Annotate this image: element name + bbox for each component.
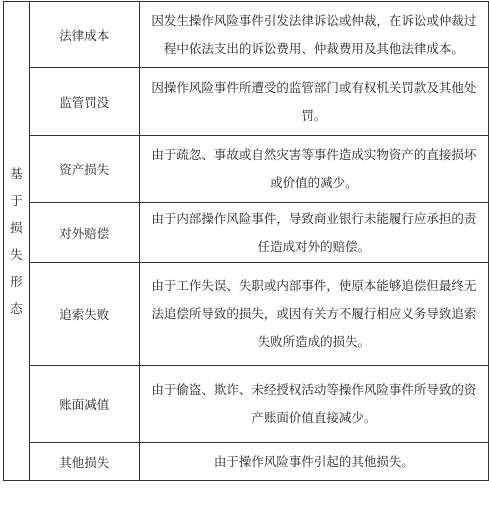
group-label-char: 失	[10, 247, 23, 262]
group-label-char: 损	[10, 220, 23, 235]
category-cell: 其他损失	[29, 443, 139, 481]
group-label-char: 形	[10, 274, 23, 289]
table-row	[4, 203, 489, 263]
table-row	[4, 136, 489, 203]
category-cell: 监管罚没	[29, 68, 139, 136]
description-cell: 由于疏忽、事故或自然灾害等事件造成实物资产的直接损坏或价值的减少。	[139, 136, 488, 203]
table-row	[4, 443, 489, 481]
loss-form-table	[3, 1, 489, 481]
table-row	[4, 2, 489, 68]
group-label-cell	[4, 2, 30, 481]
category-cell: 法律成本	[29, 2, 139, 68]
description-cell: 因操作风险事件所遭受的监管部门或有权机关罚款及其他处罚。	[139, 68, 488, 136]
group-label-char: 于	[10, 193, 23, 208]
group-label-char: 态	[10, 301, 23, 316]
category-cell: 账面减值	[29, 366, 139, 443]
loss-form-table-container	[3, 1, 489, 481]
group-label-char: 基	[10, 166, 23, 181]
description-cell: 由于内部操作风险事件，导致商业银行未能履行应承担的责任造成对外的赔偿。	[139, 203, 488, 263]
category-cell: 资产损失	[29, 136, 139, 203]
description-cell: 由于偷盗、欺诈、未经授权活动等操作风险事件所导致的资产账面价值直接减少。	[139, 366, 488, 443]
description-cell: 由于工作失误、失职或内部事件，使原本能够追偿但最终无法追偿所导致的损失，或因有关方不履行相应义务导致追索失败所造成的损失。	[139, 263, 488, 366]
category-cell: 追索失败	[29, 263, 139, 366]
table-row	[4, 263, 489, 366]
description-cell: 由于操作风险事件引起的其他损失。	[139, 443, 488, 481]
description-cell: 因发生操作风险事件引发法律诉讼或仲裁，在诉讼或仲裁过程中依法支出的诉讼费用、仲裁费用及其他法律成本。	[139, 2, 488, 68]
table-row	[4, 68, 489, 136]
table-row	[4, 366, 489, 443]
category-cell: 对外赔偿	[29, 203, 139, 263]
